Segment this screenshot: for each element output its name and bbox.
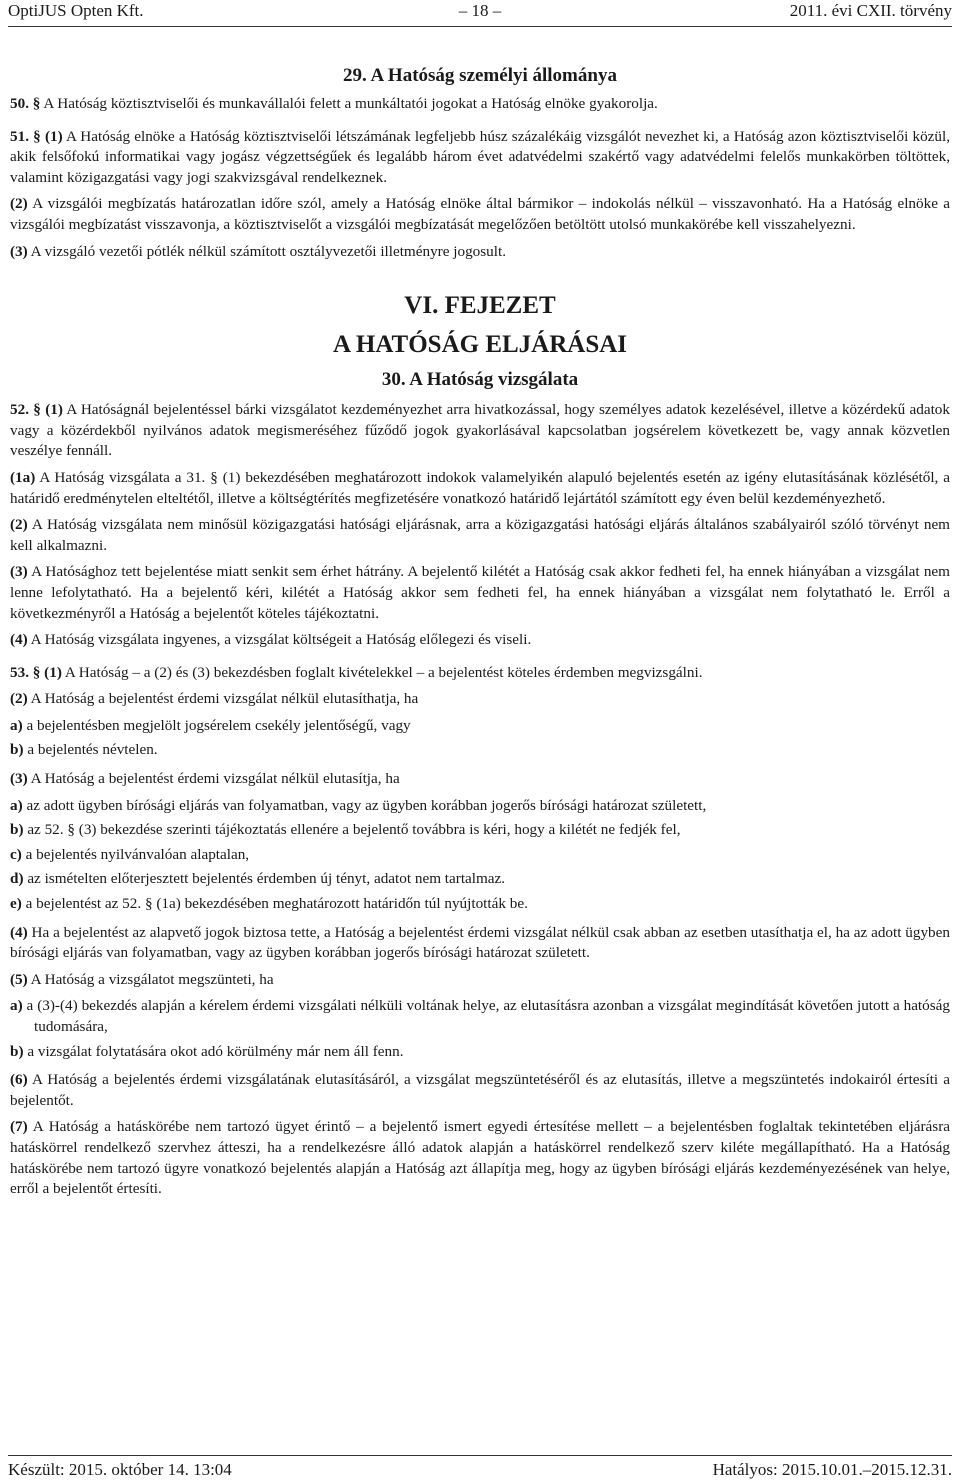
paragraph-text: A Hatóság a hatáskörébe nem tartozó ügyet érintő – a bejelentő ismert egyedi értesítése mellett – a bejelentésben foglaltak tekintetében eljárásra hatáskörrel rendelkező szervhez átteszi, ha a rendelkezésre álló adatok alapján a hatáskörrel rendelkező szerv kiléte megállapítható. Ha a Hatóság hatáskörébe nem tartozó ügyre vonatkozó bejelentés alapján a Hatóság azt állapítja meg, hogy az ügyben bírósági eljárás kezdeményezésének van helye, erről a bejelentőt értesíti. [10, 1118, 950, 1198]
subsection-marker: (3) [10, 563, 28, 581]
paragraph-text: A Hatóság a bejelentést érdemi vizsgálat nélkül elutasítja, ha [27, 770, 400, 788]
list-marker: b) [10, 1042, 24, 1060]
footer-effective: Hatályos: 2015.10.01.–2015.12.31. [712, 1460, 952, 1479]
paragraph-text: A vizsgálói megbízatás határozatlan időre szól, amely a Hatóság elnöke által bármikor – indokolás nélkül – visszavonható. Ha a Hatóság elnöke a vizsgálói megbízatást visszavonja, a köztisztviselőt a vizsgálói megbízatását megelőzően betöltött utolsó munkakörébe kell visszahelyezni. [10, 195, 950, 233]
paragraph-text: A Hatóság vizsgálata ingyenes, a vizsgálat költségeit a Hatóság előlegezi és viseli. [27, 631, 532, 649]
paragraph-text: A Hatóság – a (2) és (3) bekezdésben foglalt kivételekkel – a bejelentést köteles érdemben megvizsgálni. [61, 663, 703, 681]
paragraph-text: A Hatóság a bejelentést érdemi vizsgálat nélkül elutasíthatja, ha [27, 690, 419, 708]
header-publisher: OptiJUS Opten Kft. [8, 1, 144, 20]
list-marker: c) [10, 845, 22, 863]
paragraph-50 [10, 94, 950, 115]
paragraph-53-5 [10, 970, 950, 991]
list-item [10, 1042, 950, 1063]
paragraph-53-6 [10, 1070, 950, 1111]
paragraph-53-3 [10, 769, 950, 790]
subsection-marker: (2) [10, 516, 28, 534]
list-item [10, 716, 950, 737]
subsection-marker: (2) [10, 690, 28, 708]
paragraph-52-1 [10, 400, 950, 462]
section-number: 50. § [10, 95, 41, 112]
paragraph-text: A Hatóság vizsgálata a 31. § (1) bekezdésében meghatározott indokok valamelyikén alapuló bejelentés esetén az igény elutasításának közlésétől, a határidő eredménytelen elteltétől, illetve a költségtérítés megfizetésére vonatkozó határidő lejártától számított egy éven belül kezdeményezhető. [10, 468, 950, 507]
list-item-text: az adott ügyben bírósági eljárás van folyamatban, vagy az ügyben korábban jogerős bírósági határozat született, [22, 796, 707, 814]
subsection-marker: (1a) [10, 468, 36, 486]
subsection-marker: (4) [10, 631, 28, 649]
paragraph-53-4 [10, 923, 950, 964]
section-number: 51. § [10, 127, 41, 145]
paragraph-text: A vizsgáló vezetői pótlék nélkül számított osztályvezetői illetményre jogosult. [27, 242, 507, 260]
section-30-title: 30. A Hatóság vizsgálata [381, 369, 579, 391]
list-item [10, 869, 950, 890]
paragraph-53-1 [10, 663, 950, 684]
paragraph-52-3 [10, 562, 950, 624]
subsection-marker: (1) [45, 401, 63, 419]
list-item-text: a bejelentés névtelen. [23, 741, 158, 759]
list-marker: a) [10, 796, 23, 814]
list-item [10, 796, 950, 817]
paragraph-text: A Hatóság a vizsgálatot megszünteti, ha [27, 970, 274, 988]
paragraph-53-7 [10, 1117, 950, 1199]
chapter-title: A HATÓSÁG ELJÁRÁSAI [332, 331, 628, 359]
paragraph-52-2 [10, 515, 950, 556]
list-53-2 [10, 716, 950, 761]
list-53-3 [10, 796, 950, 915]
paragraph-text: A Hatóságnál bejelentéssel bárki vizsgálatot kezdeményezhet arra hivatkozással, hogy személyes adatok kezelésével, illetve a közérdekű adatok vagy a közérdekből nyilvános adatok megismeréséhez fűződő jogok gyakorlásával kapcsolatban jogsérelem következett be, vagy annak közvetlen veszélye fennáll. [10, 401, 950, 460]
paragraph-text: A Hatóság köztisztviselői és munkavállalói felett a munkáltatói jogokat a Hatóság elnöke gyakorolja. [40, 95, 658, 112]
paragraph-52-4 [10, 630, 950, 651]
header-page-number: – 18 – [458, 1, 502, 20]
paragraph-text: A Hatóság a bejelentés érdemi vizsgálatának elutasításáról, a vizsgálat megszüntetéséről és az elutasítás, illetve a megszüntetés indokairól értesíti a bejelentőt. [10, 1071, 950, 1109]
paragraph-text: A Hatósághoz tett bejelentése miatt senkit sem érhet hátrány. A bejelentő kilétét a Hatóság csak akkor fedheti fel, ha ennek hiányában a vizsgálat nem lenne lefolytatható. Ha a bejelentő kéri, kilétét a Hatóság akkor sem fedheti fel, ha ennek hiányában a vizsgálat nem folytatható le. Erről a következményről a Hatóság a bejelentőt köteles tájékoztatni. [10, 563, 950, 622]
subsection-marker: (6) [10, 1071, 28, 1089]
paragraph-52-1a [10, 468, 950, 509]
paragraph-text: Ha a bejelentést az alapvető jogok biztosa tette, a Hatóság a bejelentést érdemi vizsgálat nélkül csak abban az esetben utasíthatja el, ha az adott ügyben bírósági eljárás van folyamatban, vagy az ügyben korábban jogerős bírósági határozat született. [10, 923, 950, 962]
subsection-marker: (2) [10, 195, 28, 213]
list-item-text: a bejelentésben megjelölt jogsérelem csekély jelentőségű, vagy [22, 716, 411, 734]
subsection-marker: (1) [44, 127, 63, 145]
list-marker: a) [10, 716, 23, 734]
list-marker: e) [10, 895, 22, 913]
list-marker: b) [10, 741, 24, 759]
subsection-marker: (5) [10, 970, 28, 988]
footer-created: Készült: 2015. október 14. 13:04 [8, 1460, 232, 1479]
paragraph-text: A Hatóság vizsgálata nem minősül közigazgatási hatósági eljárásnak, arra a közigazgatási hatósági eljárás általános szabályairól szóló törvényt nem kell alkalmazni. [10, 516, 950, 554]
page-footer [8, 1455, 952, 1482]
list-item-text: az 52. § (3) bekezdése szerinti tájékoztatás ellenére a bejelentő továbbra is kéri, hogy a kilétét ne fedjék fel, [23, 821, 681, 839]
list-item [10, 894, 950, 915]
list-item [10, 845, 950, 866]
chapter-number: VI. FEJEZET [404, 292, 556, 320]
list-item [10, 996, 950, 1037]
list-item-text: a (3)-(4) bekezdés alapján a kérelem érdemi vizsgálati nélküli voltának helye, az elutasításra azonban a vizsgálat megindítását követően jutott a hatóság tudomására, [22, 997, 950, 1035]
section-number: 53. § [10, 663, 41, 681]
subsection-marker: (1) [44, 663, 62, 681]
section-29-title: 29. A Hatóság személyi állománya [343, 65, 617, 86]
paragraph-53-2 [10, 689, 950, 710]
subsection-marker: (3) [10, 242, 28, 260]
header-law-title: 2011. évi CXII. törvény [789, 1, 952, 20]
paragraph-51-3 [10, 242, 950, 263]
subsection-marker: (4) [10, 923, 28, 941]
list-marker: a) [10, 997, 23, 1015]
list-item [10, 820, 950, 841]
paragraph-51-2 [10, 194, 950, 235]
paragraph-51-1 [10, 127, 950, 189]
section-number: 52. § [10, 401, 41, 419]
list-item-text: a bejelentést az 52. § (1a) bekezdésében meghatározott határidőn túl nyújtották be. [21, 895, 528, 913]
list-marker: b) [10, 821, 24, 839]
list-marker: d) [10, 870, 24, 888]
list-item-text: a vizsgálat folytatására okot adó körülmény már nem áll fenn. [23, 1042, 404, 1060]
list-item [10, 740, 950, 761]
subsection-marker: (7) [10, 1118, 28, 1136]
paragraph-text: A Hatóság elnöke a Hatóság köztisztviselői létszámának legfeljebb húsz százalékáig vizsgálót nevezhet ki, a Hatóság azon köztisztviselői közül, akik felsőfokú informatikai vagy jogász végzettségűek és legalább három évet adatvédelmi szakértő vagy adatvédelmi felelős munkakörben töltöttek, valamint közigazgatási vagy jogi szakvizsgával rendelkeznek. [10, 127, 951, 186]
document-body [10, 60, 950, 1206]
list-item-text: az ismételten előterjesztett bejelentés érdemben új tényt, adatot nem tartalmaz. [23, 870, 506, 888]
list-53-5 [10, 996, 950, 1062]
list-item-text: a bejelentés nyilvánvalóan alaptalan, [21, 845, 250, 863]
page-header [8, 0, 952, 27]
subsection-marker: (3) [10, 770, 28, 788]
